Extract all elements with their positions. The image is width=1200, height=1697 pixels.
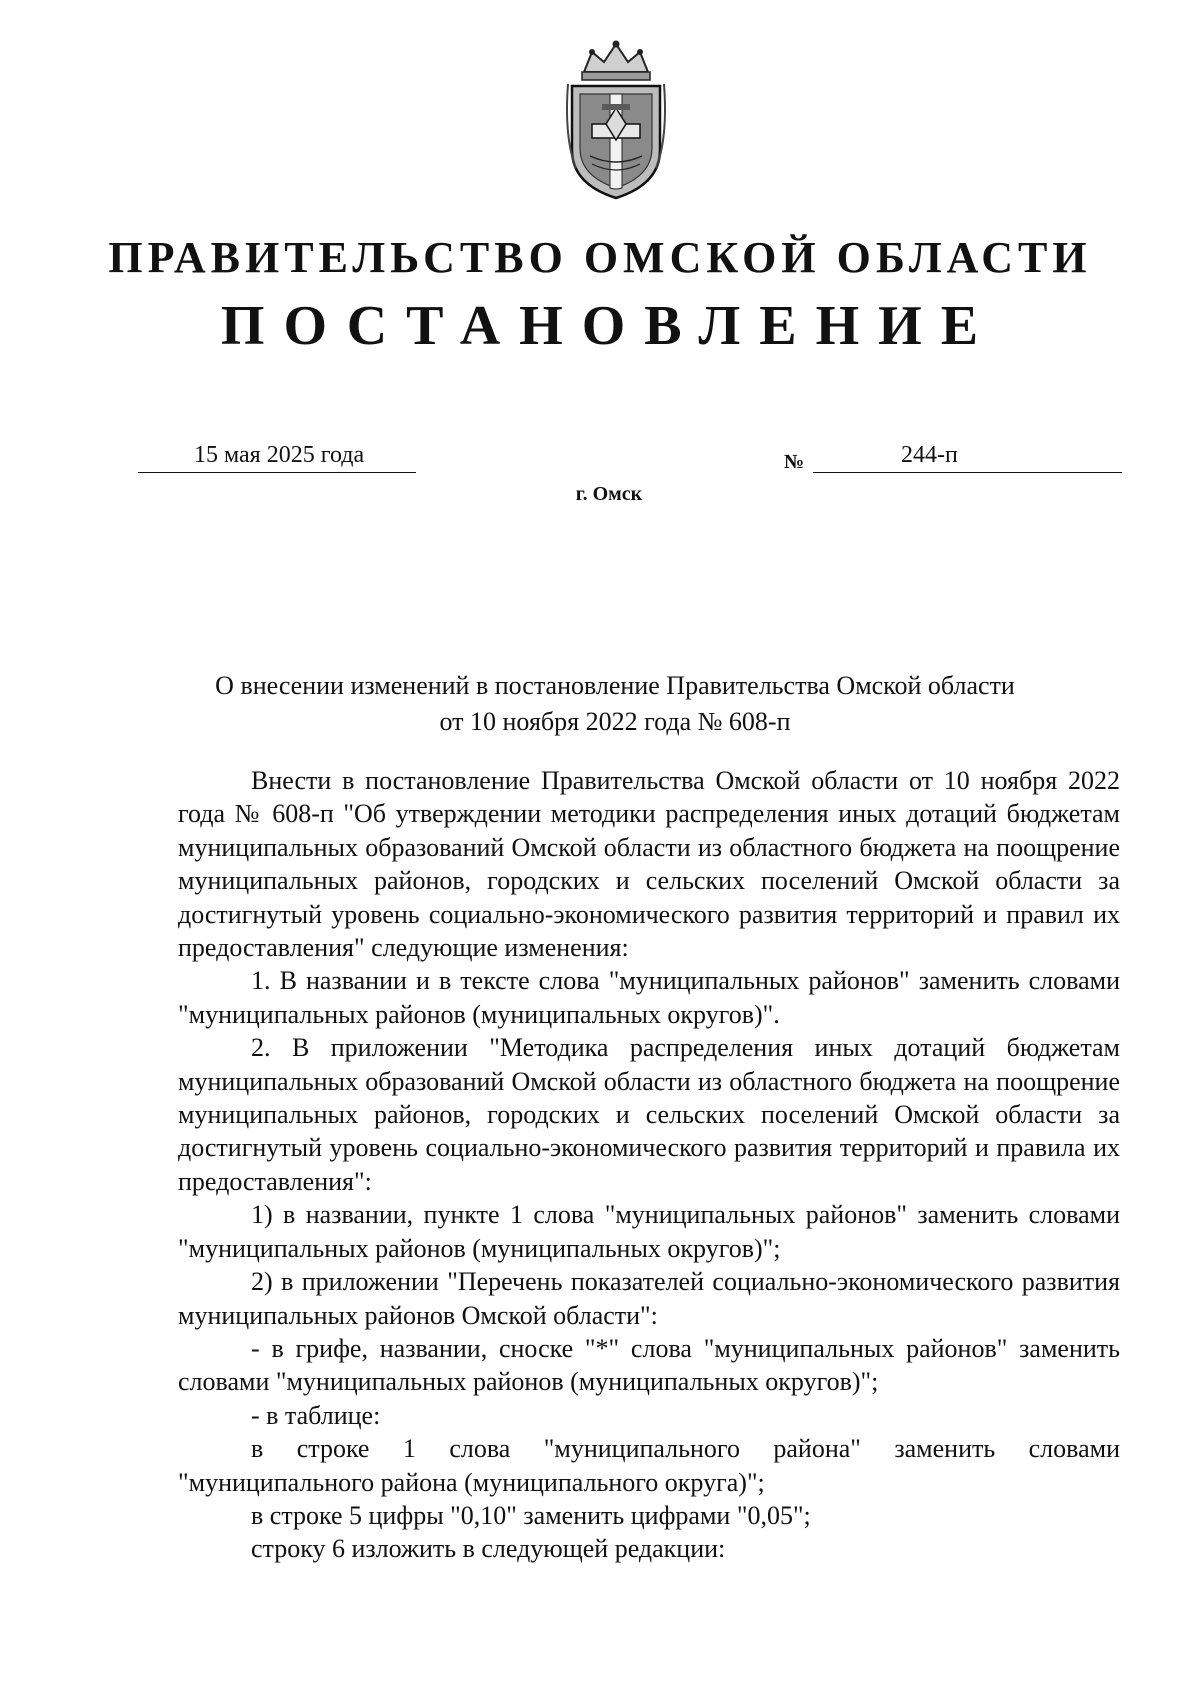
document-body [178, 764, 1120, 1566]
document-date: 15 мая 2025 года [194, 442, 365, 468]
body-paragraph: 1. В названии и в тексте слова "муниципальных районов" заменить словами "муниципальных районов (муниципальных округов)". [178, 966, 1120, 1029]
subject-line: от 10 ноября 2022 года № 608-п [439, 707, 791, 736]
government-title: ПРАВИТЕЛЬСТВО ОМСКОЙ ОБЛАСТИ [108, 233, 1092, 282]
document-type-title: ПОСТАНОВЛЕНИЕ [220, 295, 998, 357]
body-paragraph: - в таблице: [251, 1400, 381, 1430]
document-number: 244-п [901, 442, 958, 468]
body-paragraph: строку 6 изложить в следующей редакции: [251, 1534, 726, 1564]
body-paragraph: 2. В приложении "Методика распределения иных дотаций бюджетам муниципальных образований Омской области из областного бюджета на поощрение муниципальных районов, городских и сельских поселений Омской области за достигнутый уровень социально-экономического развития территорий и правила их предоставления": [178, 1033, 1120, 1196]
subject-line: О внесении изменений в постановление Правительства Омской области [215, 671, 1015, 700]
document-city: г. Омск [575, 483, 643, 505]
coat-of-arms-icon [562, 38, 670, 202]
document-date-field [138, 440, 416, 473]
number-sign: № [784, 451, 805, 473]
body-paragraph: 1) в названии, пункте 1 слова "муниципальных районов" заменить словами "муниципальных районов (муниципальных округов)"; [178, 1200, 1120, 1263]
body-paragraph: в строке 1 слова "муниципального района" заменить словами "муниципального района (муниципального округа)"; [178, 1434, 1120, 1497]
document-subject [150, 668, 1080, 740]
body-paragraph: в строке 5 цифры "0,10" заменить цифрами "0,05"; [251, 1500, 811, 1530]
document-number-field [813, 440, 1122, 473]
body-paragraph: Внести в постановление Правительства Омской области от 10 ноября 2022 года № 608-п "Об утверждении методики распределения иных дотаций бюджетам муниципальных образований Омской области из областного бюджета на поощрение муниципальных районов, городских и сельских поселений Омской области за достигнутый уровень социально-экономического развития территорий и правил их предоставления" следующие изменения: [178, 766, 1120, 963]
body-paragraph: 2) в приложении "Перечень показателей социально-экономического развития муниципальных районов Омской области": [178, 1267, 1120, 1330]
body-paragraph: - в грифе, названии, сноске "*" слова "муниципальных районов" заменить словами "муниципальных районов (муниципальных округов)"; [178, 1333, 1120, 1397]
